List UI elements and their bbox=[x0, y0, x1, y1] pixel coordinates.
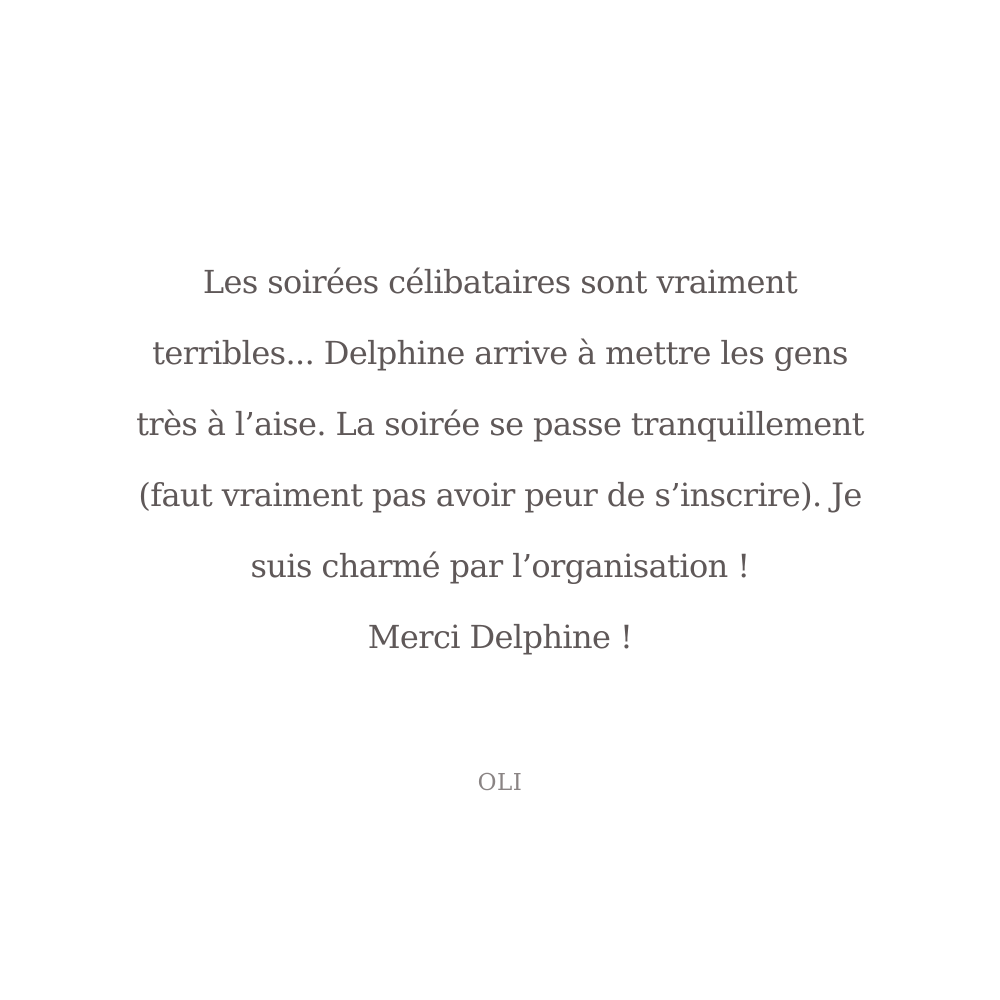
quote-line: suis charmé par l’organisation ! bbox=[250, 547, 750, 585]
quote-line: terribles... Delphine arrive à mettre les gens bbox=[152, 334, 848, 372]
testimonial-quote bbox=[0, 247, 1000, 673]
quote-line: Les soirées célibataires sont vraiment bbox=[202, 263, 798, 301]
quote-line: (faut vraiment pas avoir peur de s’inscrire). Je bbox=[138, 476, 862, 514]
quote-line: Merci Delphine ! bbox=[367, 618, 633, 656]
testimonial-author: OLI bbox=[477, 770, 523, 796]
quote-line: très à l’aise. La soirée se passe tranquillement bbox=[136, 405, 864, 443]
